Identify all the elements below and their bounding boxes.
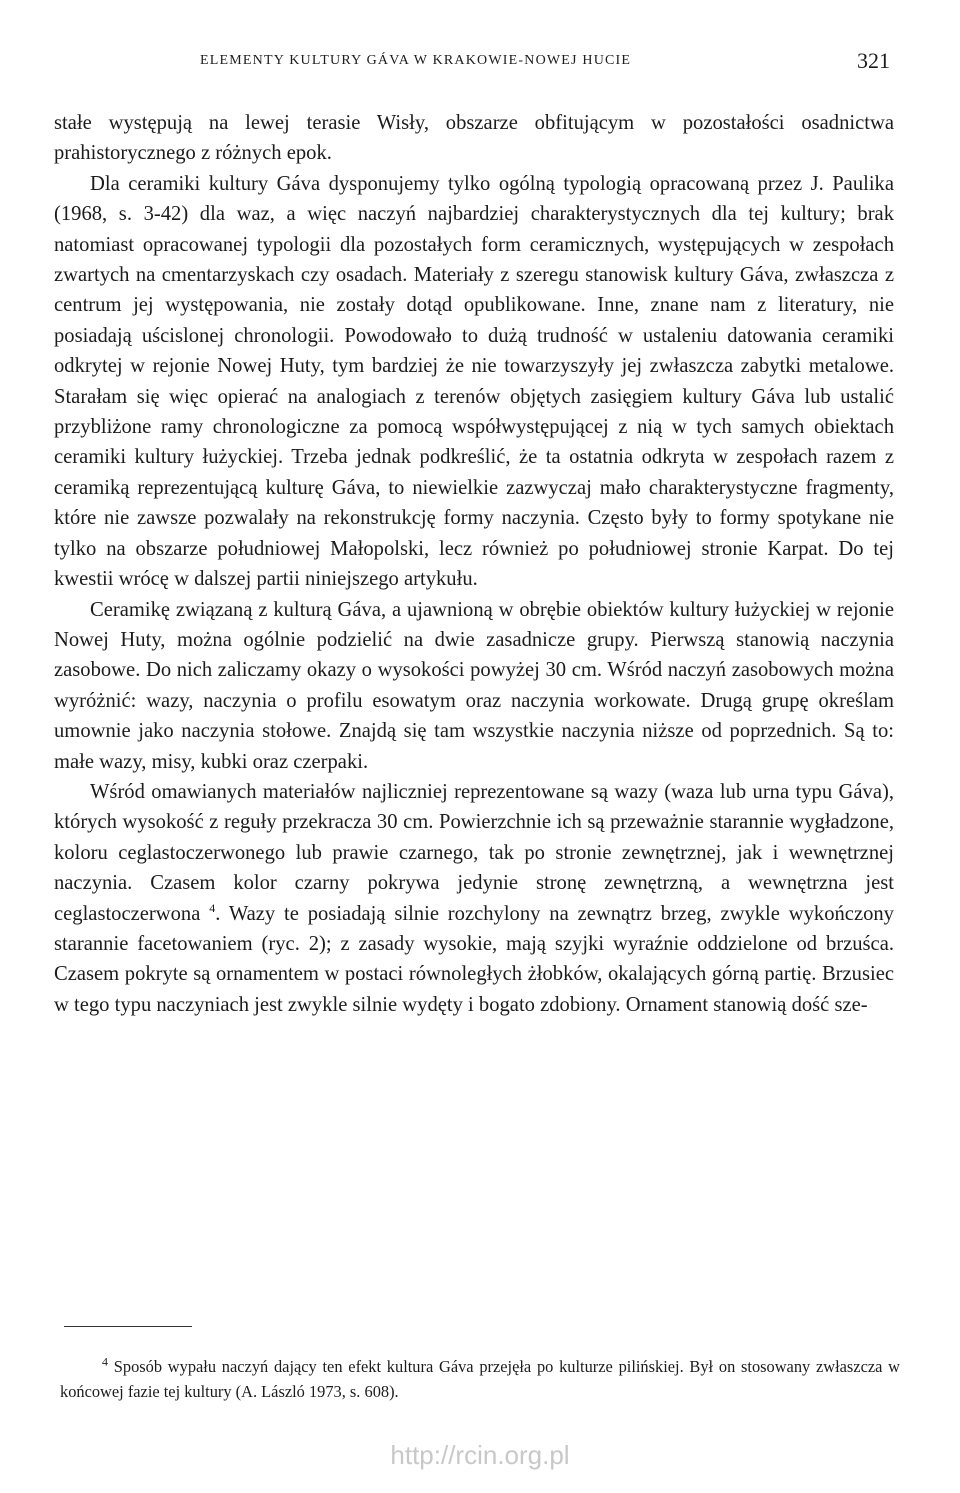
footnote-text: Sposób wypału naczyń dający ten efekt kultura Gáva przejęła po kulturze pilińskiej. Był on stosowany zwłaszcza w końcowej fazie tej kultury (A. László 1973, s. 608). xyxy=(60,1357,900,1401)
paragraph-1: stałe występują na lewej terasie Wisły, obszarze obfitującym w pozostałości osadnictwa prahistorycznego z różnych epok. xyxy=(54,112,894,165)
paragraph-4 xyxy=(54,777,894,1020)
paragraph-4-text-a: Wśród omawianych materiałów najliczniej reprezentowane są wazy (waza lub urna typu Gáva), których wysokość z reguły przekracza 30 cm. Powierzchnie ich są przeważnie starannie wygładzone, koloru ceglastoczerwonego lub prawie czarnego, tak po stronie zewnętrznej, jak i wewnętrznej naczynia. Czasem kolor czarny pokrywa jedynie stronę zewnętrzną, a wewnętrzna jest ceglastoczerwona xyxy=(54,780,894,925)
footnote-reference[interactable]: 4 xyxy=(209,900,216,915)
body-text xyxy=(54,108,894,1020)
running-title: ELEMENTY KULTURY GÁVA W KRAKOWIE-NOWEJ HUCIE xyxy=(200,53,632,68)
paragraph-3: Ceramikę związaną z kulturą Gáva, a ujawnioną w obrębie obiektów kultury łużyckiej w rejonie Nowej Huty, można ogólnie podzielić na dwie zasadnicze grupy. Pierwszą stanowią naczynia zasobowe. Do nich zaliczamy okazy o wysokości powyżej 30 cm. Wśród naczyń zasobowych można wyróżnić: wazy, naczynia o profilu esowatym oraz naczynia workowate. Drugą grupę określam umownie jako naczynia stołowe. Znajdą się tam wszystkie naczynia niższe od poprzednich. Są to: małe wazy, misy, kubki oraz czerpaki. xyxy=(54,598,894,773)
footnote-number: 4 xyxy=(102,1354,108,1369)
footnote xyxy=(60,1354,900,1404)
paragraph-4-text-b: . Wazy te posiadają silnie rozchylony na zewnątrz brzeg, zwykle wykończony starannie facetowaniem (ryc. 2); z zasady wysokie, mają szyjki wyraźnie oddzielone od brzuśca. Czasem pokryte są ornamentem w postaci równoległych żłobków, okalających górną partię. Brzusiec w tego typu naczyniach jest zwykle silnie wydęty i bogato zdobiony. Ornament stanowią dość sze- xyxy=(54,902,894,1016)
page-number: 321 xyxy=(857,48,890,73)
paragraph-2: Dla ceramiki kultury Gáva dysponujemy tylko ogólną typologią opracowaną przez J. Paulika (1968, s. 3-42) dla waz, a więc naczyń najbardziej charakterystycznych dla tej kultury; brak natomiast opracowanej typologii dla pozostałych form ceramicznych, występujących w zespołach zwartych na cmentarzyskach czy osadach. Materiały z szeregu stanowisk kultury Gáva, zwłaszcza z centrum jej występowania, nie zostały dotąd opublikowane. Inne, znane nam z literatury, nie posiadają uścislonej chronologii. Powodowało to dużą trudność w ustaleniu datowania ceramiki odkrytej w rejonie Nowej Huty, tym bardziej że nie towarzyszyły jej zwłaszcza zabytki metalowe. Starałam się więc opierać na analogiach z terenów objętych zasięgiem kultury Gáva lub ustalić przybliżone ramy chronologiczne za pomocą współwystępującej z nią w tych samych obiektach ceramiki kultury łużyckiej. Trzeba jednak podkreślić, że ta ostatnia odkryta w zespołach razem z ceramiką reprezentującą kulturę Gáva, to niewielkie zazwyczaj mało charakterystyczne fragmenty, które nie zawsze pozwalały na rekonstrukcję formy naczynia. Często były to formy spotykane nie tylko na obszarze południowej Małopolski, lecz również po południowej stronie Karpat. Do tej kwestii wrócę w dalszej partii niniejszego artykułu. xyxy=(54,172,894,591)
page-header xyxy=(54,48,894,76)
watermark-url: http://rcin.org.pl xyxy=(390,1440,570,1470)
footnote-divider xyxy=(64,1326,192,1327)
